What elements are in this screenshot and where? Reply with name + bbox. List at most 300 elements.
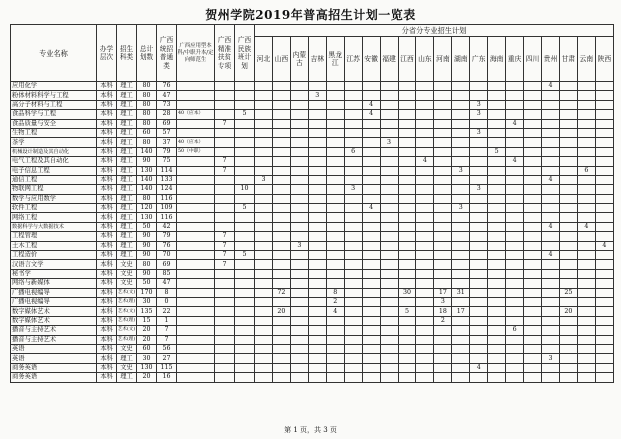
province-cell [398,260,416,269]
province-cell [595,269,613,278]
total-cell: 20 [137,335,157,344]
province-cell [577,307,595,316]
province-cell [380,251,398,260]
province-cell [542,100,560,109]
province-cell [416,316,434,325]
category-cell: 理工 [117,157,137,166]
province-cell [577,232,595,241]
province-cell [595,260,613,269]
table-row [11,166,614,175]
major-name-cell: 网络与新媒体 [11,279,97,288]
province-cell: 17 [452,307,470,316]
province-cell [595,316,613,325]
province-cell [290,222,308,231]
province-cell: 3 [452,204,470,213]
province-cell [308,354,326,363]
province-cell [577,82,595,91]
province-cell [308,297,326,306]
province-cell [326,91,344,100]
province-cell [398,279,416,288]
level-cell: 本科 [97,326,117,335]
province-cell [272,326,290,335]
province-cell [434,354,452,363]
province-cell [577,373,595,382]
header-major: 专业名称 [11,25,97,82]
major-name-cell: 数字媒体艺术 [11,316,97,325]
province-cell [380,326,398,335]
gx-normal-cell: 133 [157,175,177,184]
province-cell [362,335,380,344]
province-cell [398,373,416,382]
gx-ethnic-cell [235,363,255,372]
province-cell [290,288,308,297]
province-cell [577,279,595,288]
province-cell [470,316,488,325]
province-cell [470,138,488,147]
province-cell [577,119,595,128]
total-cell: 50 [137,279,157,288]
table-row [11,279,614,288]
province-cell [416,166,434,175]
gx-applied-cell [177,175,215,184]
province-cell [326,316,344,325]
header-province: 海南 [488,37,506,82]
province-cell [595,91,613,100]
province-cell [255,82,273,91]
table-row [11,157,614,166]
page-footer: 第 1 页，共 3 页 [284,426,337,434]
gx-applied-cell [177,316,215,325]
province-cell [326,147,344,156]
province-cell [524,326,542,335]
major-name-cell: 播音与主持艺术 [11,335,97,344]
province-cell [434,241,452,250]
major-name-cell: 播音与主持艺术 [11,326,97,335]
header-province: 广东 [470,37,488,82]
province-cell [255,279,273,288]
province-cell [524,147,542,156]
level-cell: 本科 [97,279,117,288]
level-cell: 本科 [97,185,117,194]
province-cell [542,91,560,100]
province-cell [577,316,595,325]
province-cell [595,307,613,316]
province-cell [344,222,362,231]
province-cell [524,241,542,250]
province-cell [255,166,273,175]
gx-poverty-cell [215,363,235,372]
province-cell [326,110,344,119]
province-cell [326,157,344,166]
header-province: 河北 [255,37,273,82]
province-cell [434,269,452,278]
gx-ethnic-cell: 5 [235,110,255,119]
gx-normal-cell: 109 [157,204,177,213]
gx-applied-cell [177,185,215,194]
province-cell [542,110,560,119]
major-name-cell: 机械设计制造及其自动化 [11,147,97,156]
province-cell [542,128,560,137]
province-cell: 3 [470,128,488,137]
province-cell [595,326,613,335]
category-cell: 理工 [117,82,137,91]
province-cell [272,91,290,100]
province-cell [452,222,470,231]
province-cell: 4 [506,157,524,166]
category-cell: 理工 [117,119,137,128]
province-cell [506,344,524,353]
province-cell [542,241,560,250]
gx-applied-cell [177,222,215,231]
province-cell [344,119,362,128]
province-cell [577,269,595,278]
province-cell [577,157,595,166]
province-cell [595,82,613,91]
province-cell [559,157,577,166]
province-cell [255,326,273,335]
gx-normal-cell: 47 [157,91,177,100]
gx-poverty-cell [215,335,235,344]
gx-ethnic-cell [235,288,255,297]
province-cell [308,185,326,194]
level-cell: 本科 [97,232,117,241]
gx-ethnic-cell [235,100,255,109]
province-cell [308,251,326,260]
gx-poverty-cell [215,373,235,382]
province-cell [272,166,290,175]
total-cell: 90 [137,269,157,278]
level-cell: 本科 [97,260,117,269]
province-cell [506,185,524,194]
province-cell [362,119,380,128]
table-row [11,82,614,91]
table-row [11,194,614,203]
province-cell [380,166,398,175]
province-cell [470,373,488,382]
province-cell [488,316,506,325]
enrollment-plan-table [10,24,614,383]
major-name-cell: 电气工程及其自动化 [11,157,97,166]
province-cell [362,213,380,222]
gx-poverty-cell [215,185,235,194]
province-cell [326,241,344,250]
province-cell [398,100,416,109]
province-cell [559,128,577,137]
province-cell [344,157,362,166]
province-cell [559,119,577,128]
province-cell [290,260,308,269]
province-cell [488,100,506,109]
province-cell [595,147,613,156]
gx-poverty-cell [215,110,235,119]
province-cell: 6 [577,166,595,175]
province-cell [470,241,488,250]
category-cell: 文史 [117,344,137,353]
province-cell [398,91,416,100]
province-cell [290,232,308,241]
province-cell [326,344,344,353]
province-cell [488,119,506,128]
province-cell [290,166,308,175]
province-cell [506,222,524,231]
province-cell [577,288,595,297]
category-cell: 理工 [117,251,137,260]
province-cell [434,326,452,335]
gx-applied-cell: 40（应本） [177,110,215,119]
province-cell [524,279,542,288]
province-cell [308,335,326,344]
province-cell [577,194,595,203]
table-row [11,138,614,147]
province-cell [470,157,488,166]
major-name-cell: 广播电视编导 [11,288,97,297]
province-cell [452,335,470,344]
province-cell [506,260,524,269]
province-cell [344,100,362,109]
province-cell [595,288,613,297]
province-cell [488,175,506,184]
province-cell [290,204,308,213]
province-cell [577,354,595,363]
total-cell: 15 [137,316,157,325]
province-cell [559,269,577,278]
province-cell [559,297,577,306]
gx-applied-cell: 40（应本） [177,138,215,147]
province-cell [542,157,560,166]
gx-applied-cell [177,307,215,316]
province-cell [577,110,595,119]
province-cell [362,157,380,166]
province-cell [380,147,398,156]
gx-ethnic-cell [235,326,255,335]
province-cell [470,326,488,335]
total-cell: 80 [137,100,157,109]
gx-poverty-cell [215,288,235,297]
province-cell [290,128,308,137]
province-cell: 4 [326,307,344,316]
province-cell [452,82,470,91]
gx-normal-cell: 47 [157,279,177,288]
gx-poverty-cell: 7 [215,166,235,175]
province-cell [398,128,416,137]
province-cell [595,110,613,119]
province-cell [416,119,434,128]
province-cell [542,326,560,335]
province-cell [272,100,290,109]
table-row [11,204,614,213]
province-cell [326,251,344,260]
header-category: 招生科类 [117,25,137,82]
province-cell [452,326,470,335]
province-cell [595,194,613,203]
province-cell [308,288,326,297]
province-cell [398,185,416,194]
province-cell [326,354,344,363]
level-cell: 本科 [97,91,117,100]
province-cell [344,138,362,147]
province-cell [255,110,273,119]
gx-poverty-cell [215,213,235,222]
province-cell [398,251,416,260]
province-cell [542,194,560,203]
province-cell [488,307,506,316]
province-cell [506,213,524,222]
province-cell [380,335,398,344]
province-cell [416,297,434,306]
level-cell: 本科 [97,335,117,344]
province-cell [470,232,488,241]
table-row [11,269,614,278]
gx-poverty-cell: 7 [215,260,235,269]
province-cell [290,119,308,128]
province-cell [326,138,344,147]
table-row [11,241,614,250]
province-cell [416,91,434,100]
category-cell: 理工 [117,138,137,147]
province-cell [488,279,506,288]
gx-poverty-cell [215,82,235,91]
category-cell: 理工 [117,354,137,363]
province-cell [595,119,613,128]
total-cell: 20 [137,326,157,335]
province-cell [416,279,434,288]
province-cell [595,297,613,306]
gx-poverty-cell [215,279,235,288]
gx-normal-cell: 114 [157,166,177,175]
province-cell [380,91,398,100]
province-cell [290,307,308,316]
province-cell [559,82,577,91]
province-cell [416,222,434,231]
gx-poverty-cell: 7 [215,251,235,260]
province-cell: 4 [542,251,560,260]
province-cell [416,260,434,269]
province-cell [308,316,326,325]
province-cell [255,288,273,297]
gx-normal-cell: 79 [157,147,177,156]
province-cell: 17 [434,288,452,297]
province-cell [524,297,542,306]
province-cell [524,91,542,100]
province-cell [362,326,380,335]
gx-ethnic-cell [235,128,255,137]
table-row [11,363,614,372]
province-cell [290,363,308,372]
province-cell [524,119,542,128]
province-cell [255,297,273,306]
province-cell [362,363,380,372]
province-cell [524,354,542,363]
province-cell [595,157,613,166]
major-name-cell: 数学与应用数学 [11,194,97,203]
province-cell [308,373,326,382]
gx-ethnic-cell [235,354,255,363]
province-cell [470,288,488,297]
province-cell: 5 [398,307,416,316]
table-row [11,119,614,128]
level-cell: 本科 [97,204,117,213]
province-cell: 3 [434,297,452,306]
province-cell [272,241,290,250]
province-cell [362,232,380,241]
total-cell: 140 [137,185,157,194]
table-row [11,185,614,194]
major-name-cell: 食品质量与安全 [11,119,97,128]
province-cell [434,82,452,91]
province-cell [398,241,416,250]
province-cell [380,307,398,316]
province-cell [380,279,398,288]
province-cell [470,213,488,222]
gx-ethnic-cell [235,222,255,231]
province-cell [416,138,434,147]
province-cell [506,269,524,278]
level-cell: 本科 [97,119,117,128]
province-cell [255,373,273,382]
header-province: 甘肃 [559,37,577,82]
gx-poverty-cell [215,147,235,156]
province-cell [380,288,398,297]
province-cell: 3 [255,175,273,184]
province-cell [416,335,434,344]
province-cell: 4 [362,204,380,213]
province-cell [344,251,362,260]
province-cell [380,157,398,166]
province-cell [362,175,380,184]
level-cell: 本科 [97,222,117,231]
province-cell [416,241,434,250]
province-cell [434,175,452,184]
category-cell: 理工 [117,204,137,213]
province-cell [272,279,290,288]
gx-ethnic-cell [235,138,255,147]
province-cell [398,326,416,335]
province-cell [344,260,362,269]
gx-normal-cell: 1 [157,316,177,325]
province-cell [272,194,290,203]
province-cell [434,147,452,156]
province-cell [524,251,542,260]
major-name-cell: 食品科学与工程 [11,110,97,119]
province-cell [524,128,542,137]
province-cell [470,82,488,91]
province-cell [559,110,577,119]
province-cell [524,175,542,184]
province-cell [470,251,488,260]
province-cell [308,166,326,175]
gx-applied-cell [177,269,215,278]
province-cell [398,204,416,213]
province-cell [290,157,308,166]
province-cell [362,194,380,203]
gx-applied-cell [177,260,215,269]
province-cell [524,316,542,325]
province-cell [434,260,452,269]
province-cell [416,307,434,316]
header-gx-ethnic: 广西民族班计划 [235,25,255,82]
gx-normal-cell: 69 [157,260,177,269]
gx-applied-cell [177,100,215,109]
province-cell [362,166,380,175]
province-cell [326,363,344,372]
province-cell [434,222,452,231]
province-cell [362,260,380,269]
province-cell [272,363,290,372]
province-cell [326,128,344,137]
header-by-province: 分省分专业招生计划 [255,25,614,37]
province-cell [559,316,577,325]
gx-normal-cell: 16 [157,373,177,382]
